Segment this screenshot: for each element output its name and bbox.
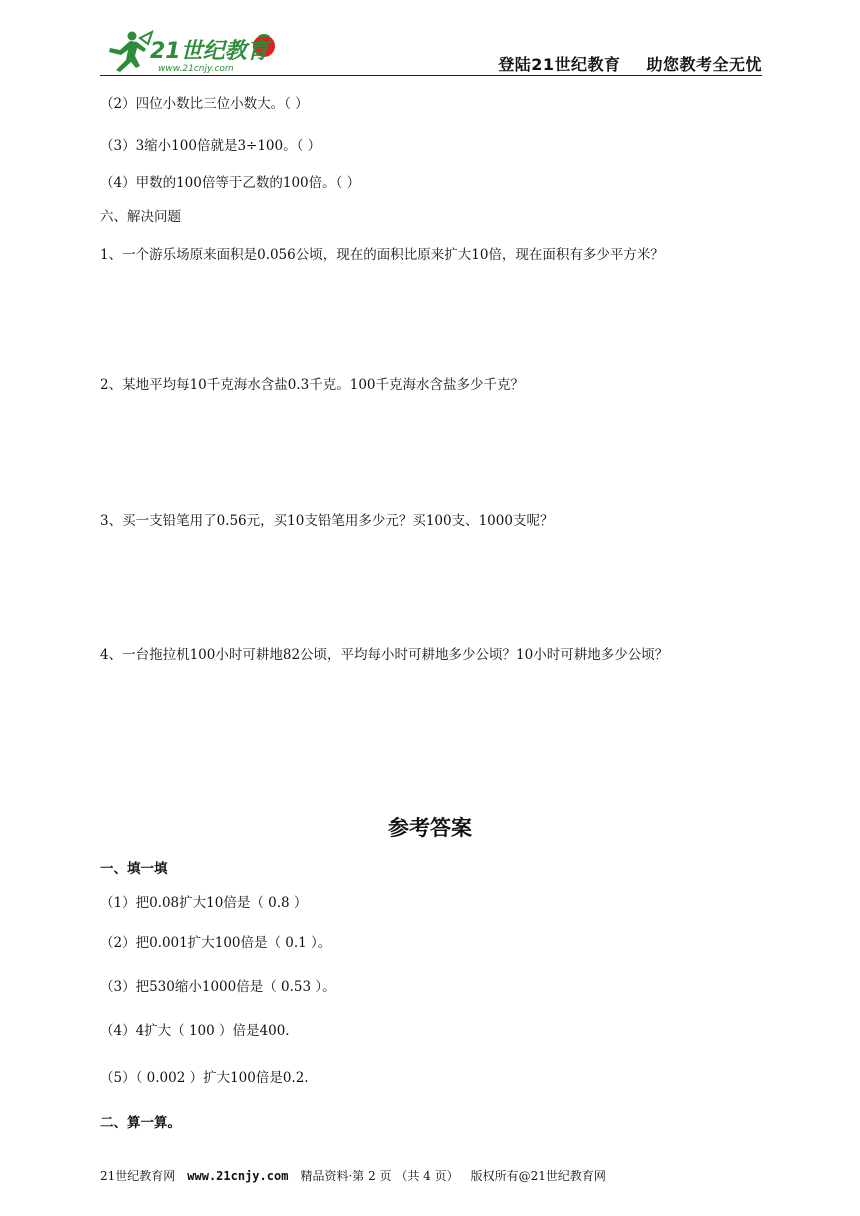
answer-item-2: （2）把0.001扩大100倍是（ 0.1 ）。 bbox=[100, 935, 332, 951]
section-six-heading: 六、解决问题 bbox=[100, 209, 181, 225]
header-left-title: 登陆21世纪教育 bbox=[498, 55, 621, 74]
header-divider bbox=[100, 75, 762, 76]
footer-left: 21世纪教育网 bbox=[100, 1169, 176, 1183]
problem-3: 3、买一支铅笔用了0.56元，买10支铅笔用多少元？买100支、1000支呢？ bbox=[100, 513, 554, 529]
site-logo bbox=[106, 28, 282, 74]
answer-item-5: （5）（ 0.002 ）扩大100倍是0.2. bbox=[100, 1070, 309, 1086]
answers-section-2: 二、算一算。 bbox=[100, 1115, 181, 1131]
footer-page-info: 精品资料·第 2 页 （共 4 页） bbox=[300, 1169, 459, 1183]
judge-item-3: （3）3缩小100倍就是3÷100。（ ） bbox=[100, 138, 322, 154]
answers-title: 参考答案 bbox=[388, 816, 472, 840]
judge-item-4: （4）甲数的100倍等于乙数的100倍。（ ） bbox=[100, 175, 361, 191]
header-slogan bbox=[498, 52, 762, 75]
answer-item-1: （1）把0.08扩大10倍是（ 0.8 ） bbox=[100, 895, 308, 911]
header-right-title: 助您教考全无忧 bbox=[646, 55, 762, 74]
problem-1: 1、一个游乐场原来面积是0.056公顷，现在的面积比原来扩大10倍，现在面积有多少平方米？ bbox=[100, 247, 664, 263]
answer-item-3: （3）把530缩小1000倍是（ 0.53 ）。 bbox=[100, 979, 336, 995]
logo-url: www.21cnjy.com bbox=[158, 64, 234, 74]
problem-4: 4、一台拖拉机100小时可耕地82公顷，平均每小时可耕地多少公顷？10小时可耕地多少公顷？ bbox=[100, 647, 669, 663]
footer-copyright: 版权所有@21世纪教育网 bbox=[470, 1169, 606, 1183]
problem-2: 2、某地平均每10千克海水含盐0.3千克。100千克海水含盐多少千克？ bbox=[100, 377, 525, 393]
page-footer bbox=[100, 1167, 606, 1184]
judge-item-2: （2）四位小数比三位小数大。（ ） bbox=[100, 96, 309, 112]
footer-site-link[interactable]: www.21cnjy.com bbox=[187, 1169, 289, 1183]
answers-section-1: 一、填一填 bbox=[100, 861, 168, 877]
answer-item-4: （4）4扩大（ 100 ）倍是400. bbox=[100, 1023, 290, 1039]
logo-text: 21世纪教育 bbox=[150, 39, 269, 64]
